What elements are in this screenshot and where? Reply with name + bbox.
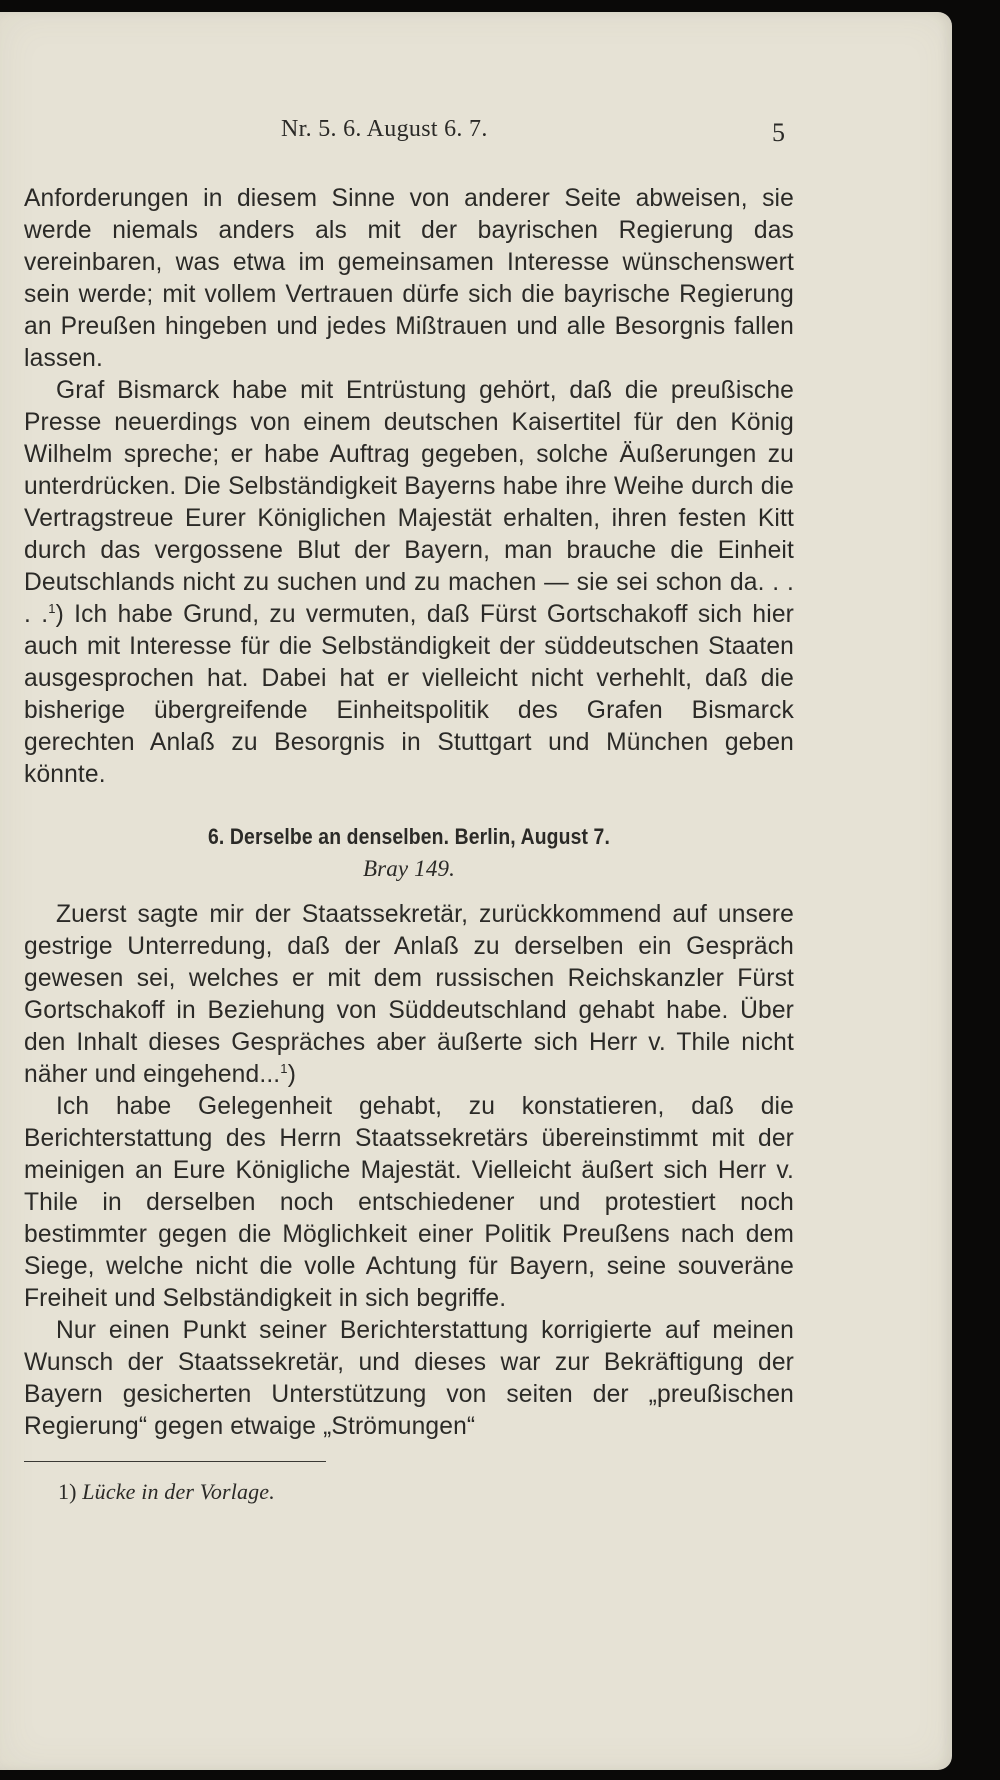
doc5-paragraph-2-text-b: ) Ich habe Grund, zu vermuten, daß Fürst Gortschakoff sich hier auch mit Interesse für die Selbständigkeit der süddeutschen Staaten ausgesprochen hat. Dabei hat er vielleicht nicht verhehlt, daß die bisherige übergreifende Einheitspolitik des Grafen Bismarck gerechten Anlaß zu Besorgnis in Stuttgart und München geben könnte.: [24, 601, 794, 788]
doc5-paragraph-2: [24, 375, 794, 791]
document-6-title: 6. Derselbe an denselben. Berlin, August 7.: [208, 824, 610, 849]
footnote-text: Lücke in der Vorlage.: [82, 1479, 275, 1504]
footnote: [58, 1478, 794, 1506]
page-body: [24, 183, 794, 1506]
footnote-reference: 1: [280, 1060, 288, 1076]
doc6-paragraph-1: [24, 899, 794, 1091]
document-6-heading: [24, 821, 794, 885]
doc6-paragraph-3: Nur einen Punkt seiner Berichterstattung korrigierte auf meinen Wunsch der Staatssekretär, und dieses war zur Bekräftigung der Bayern gesicherten Unterstützung von seiten der „preußischen Regierung“ gegen etwaige „Strömungen“: [24, 1317, 794, 1440]
page-header: [0, 116, 952, 156]
document-page: [0, 12, 952, 1770]
footnote-separator: [24, 1461, 326, 1462]
doc5-paragraph-2-text-a: Graf Bismarck habe mit Entrüstung gehört, daß die preußische Presse neuerdings von einem deutschen Kaisertitel für den König Wilhelm spreche; er habe Auftrag gegeben, solche Äußerungen zu unterdrücken. Die Selbständigkeit Bayerns habe ihre Weihe durch die Vertragstreue Eurer Königlichen Majestät erhalten, ihren festen Kitt durch das vergossene Blut der Bayern, man brauche die Einheit Deutschlands nicht zu suchen und zu machen — sie sei schon da. . . . .: [24, 377, 794, 628]
doc6-paragraph-1-text-a: Zuerst sagte mir der Staatssekretär, zurückkommend auf unsere gestrige Unterredung, daß der Anlaß zu derselben ein Gespräch gewesen sei, welches er mit dem russischen Reichskanzler Fürst Gortschakoff in Beziehung von Süddeutschland gehabt habe. Über den Inhalt dieses Gespräches aber äußerte sich Herr v. Thile nicht näher und eingehend...: [24, 901, 794, 1088]
doc5-paragraph-1: Anforderungen in diesem Sinne von anderer Seite abweisen, sie werde niemals anders als mit der bayrischen Regierung das vereinbaren, was etwa im gemeinsamen Interesse wünschenswert sein werde; mit vollem Vertrauen dürfe sich die bayrische Regierung an Preußen hingeben und jedes Mißtrauen und alle Besorgnis fallen lassen.: [24, 185, 794, 372]
page-number: 5: [772, 118, 786, 147]
document-6-source: Bray 149.: [362, 856, 456, 881]
doc6-paragraph-1-text-b: ): [287, 1061, 297, 1088]
running-head: Nr. 5. 6. August 6. 7.: [281, 116, 488, 142]
footnote-marker: 1): [58, 1479, 77, 1504]
footnote-reference: 1: [48, 600, 56, 616]
doc6-paragraph-2: Ich habe Gelegenheit gehabt, zu konstatieren, daß die Berichterstattung des Herrn Staatssekretärs übereinstimmt mit der meinigen an Eure Königliche Majestät. Vielleicht äußert sich Herr v. Thile in derselben noch entschiedener und protestiert noch bestimmter gegen die Möglichkeit einer Politik Preußens nach dem Siege, welche nicht die volle Achtung für Bayern, seine souveräne Freiheit und Selbständigkeit in sich begriffe.: [24, 1093, 794, 1312]
